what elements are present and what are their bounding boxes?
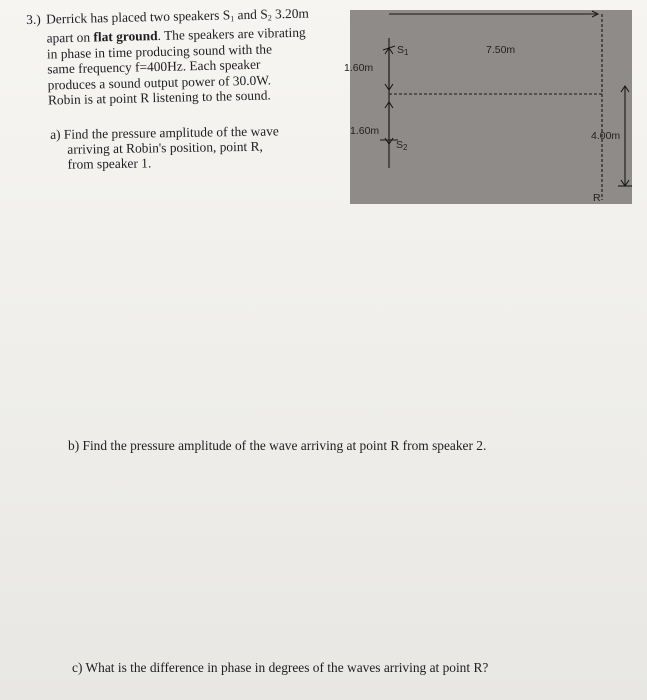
question-line-3: in phase in time producing sound with the (46, 41, 273, 62)
question-line-5: produces a sound output power of 30.0W. (47, 72, 272, 93)
speaker-2-label: $S_2$ (396, 139, 408, 152)
part-b-text: b) Find the pressure amplitude of the wave arriving at point R from speaker 2. (68, 438, 487, 453)
upper-distance-label: 1.60m (344, 62, 374, 74)
question-3-text (26, 5, 348, 109)
part-c-text: c) What is the difference in phase in degrees of the waves arriving at point R? (72, 660, 489, 675)
question-line-4: same frequency f=400Hz. Each speaker (47, 56, 261, 77)
question-number: 3.) (26, 11, 41, 27)
vertical-distance-label: 4.00m (591, 130, 621, 142)
diagram-lines (350, 10, 632, 204)
lower-distance-label: 1.60m (350, 125, 380, 137)
question-line-1: Derrick has placed two speakers $S_1$ and $S_2$ 3.20m (45, 5, 310, 27)
part-a-line-1: a) Find the pressure amplitude of the wave (50, 123, 279, 142)
part-a-text (50, 123, 279, 172)
question-line-2: apart on flat ground. The speakers are vibrating (46, 25, 306, 46)
part-a-line-3: from speaker 1. (67, 155, 152, 172)
horizontal-distance-label: 7.50m (486, 44, 516, 56)
speaker-1-label: $S_1$ (397, 44, 409, 57)
speaker-diagram (344, 10, 632, 204)
part-a-line-2: arriving at Robin's position, point R, (67, 138, 263, 157)
question-line-6: Robin is at point R listening to the sound. (47, 87, 271, 108)
point-r-label: R (593, 192, 601, 204)
